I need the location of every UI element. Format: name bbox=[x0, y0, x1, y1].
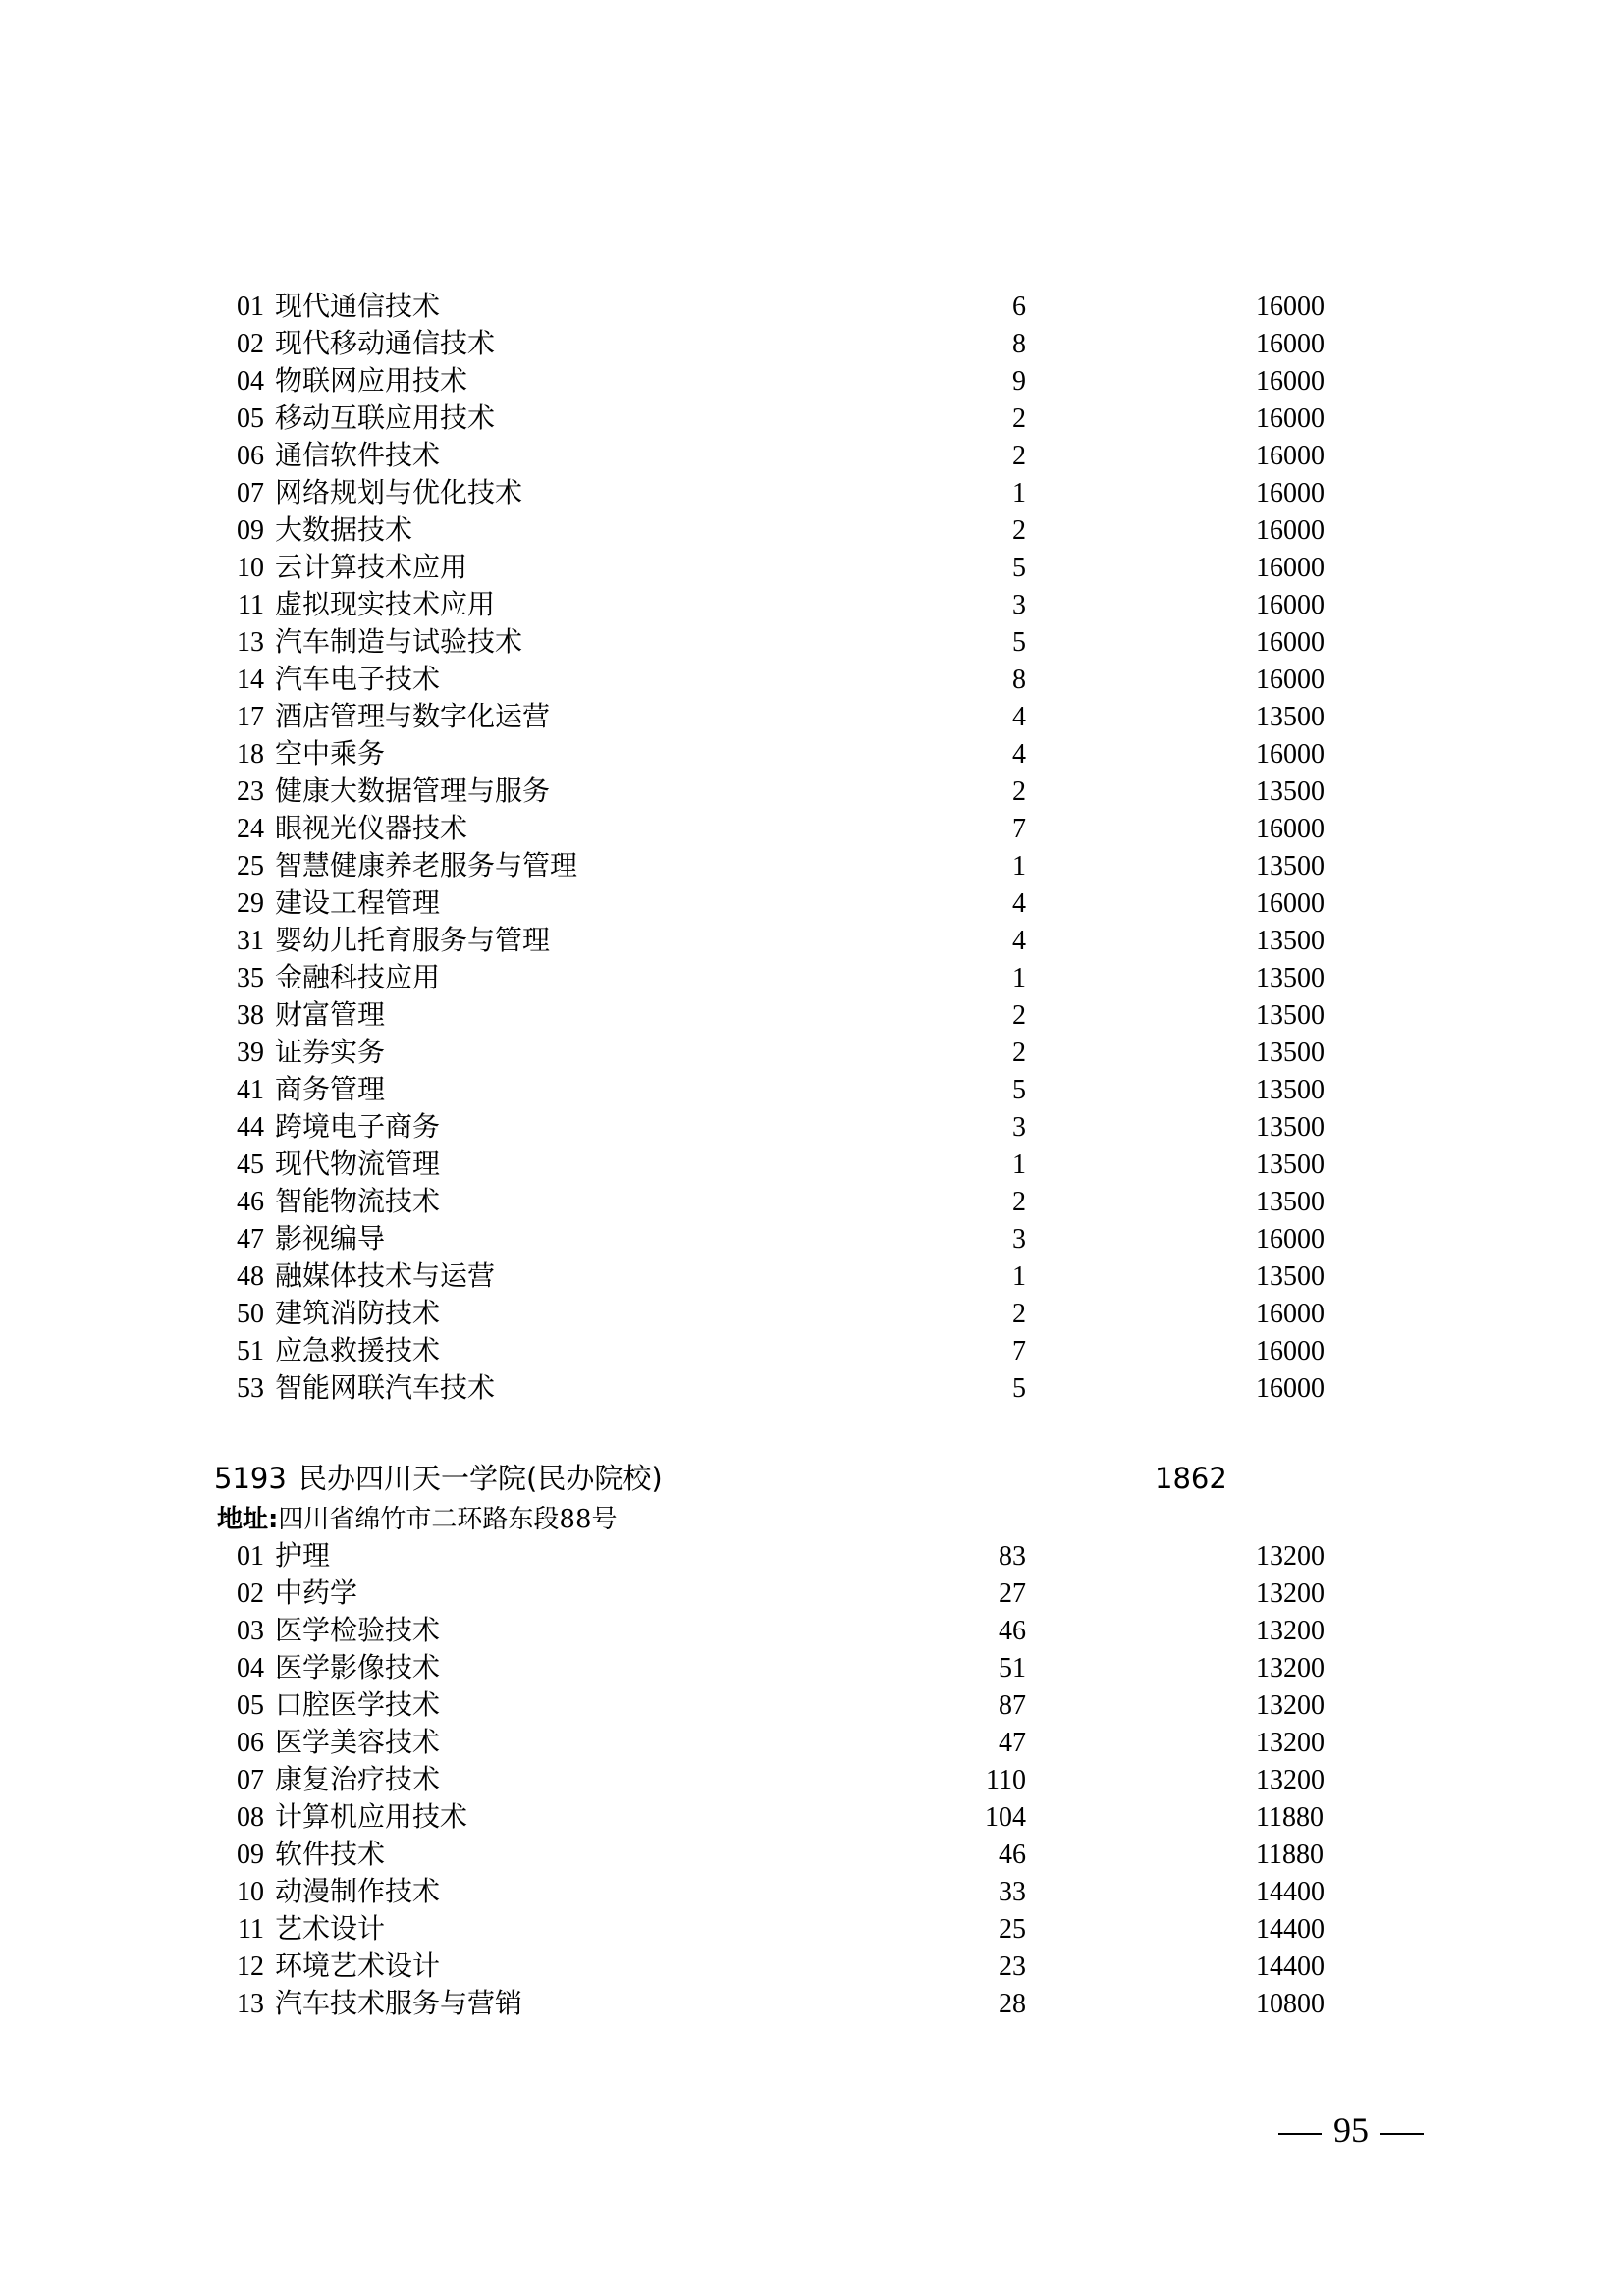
program-name: 酒店管理与数字化运营 bbox=[275, 702, 551, 732]
program-row bbox=[229, 1184, 1338, 1221]
program-quota: 51 bbox=[999, 1653, 1026, 1683]
program-row bbox=[229, 1296, 1338, 1333]
program-row bbox=[229, 1687, 1338, 1725]
program-row bbox=[229, 438, 1338, 475]
program-code: 08 bbox=[237, 1802, 264, 1833]
program-code: 31 bbox=[237, 926, 264, 956]
program-row bbox=[229, 624, 1338, 662]
program-fee: 13200 bbox=[1256, 1541, 1325, 1572]
program-fee: 13500 bbox=[1256, 702, 1325, 732]
program-code: 02 bbox=[237, 329, 264, 359]
program-name: 汽车电子技术 bbox=[275, 665, 441, 695]
program-fee: 13500 bbox=[1256, 851, 1325, 881]
program-row bbox=[229, 1333, 1338, 1370]
program-code: 07 bbox=[237, 478, 264, 508]
program-row bbox=[229, 1762, 1338, 1799]
program-row bbox=[229, 774, 1338, 811]
program-name: 眼视光仪器技术 bbox=[275, 814, 468, 844]
program-code: 23 bbox=[237, 776, 264, 807]
program-fee: 16000 bbox=[1256, 1373, 1325, 1404]
program-code: 12 bbox=[237, 1951, 264, 1982]
program-code: 02 bbox=[237, 1578, 264, 1609]
program-quota: 4 bbox=[1012, 888, 1026, 919]
program-fee: 13500 bbox=[1256, 1149, 1325, 1180]
program-fee: 16000 bbox=[1256, 366, 1325, 397]
program-fee: 16000 bbox=[1256, 1224, 1325, 1255]
program-code: 11 bbox=[238, 1914, 264, 1945]
program-name: 动漫制作技术 bbox=[275, 1877, 441, 1907]
address-label: 地址: bbox=[217, 1505, 279, 1534]
program-code: 48 bbox=[237, 1261, 264, 1292]
program-quota: 4 bbox=[1012, 926, 1026, 956]
program-fee: 13200 bbox=[1256, 1616, 1325, 1646]
program-fee: 13500 bbox=[1256, 1075, 1325, 1105]
program-fee: 13500 bbox=[1256, 1112, 1325, 1143]
program-quota: 5 bbox=[1012, 627, 1026, 658]
program-name: 医学检验技术 bbox=[275, 1616, 441, 1646]
program-quota: 83 bbox=[999, 1541, 1026, 1572]
program-fee: 13200 bbox=[1256, 1578, 1325, 1609]
program-name: 智慧健康养老服务与管理 bbox=[275, 851, 578, 881]
program-code: 03 bbox=[237, 1616, 264, 1646]
program-quota: 3 bbox=[1012, 1112, 1026, 1143]
program-code: 07 bbox=[237, 1765, 264, 1795]
program-quota: 28 bbox=[999, 1989, 1026, 2019]
footer-dash-left bbox=[1278, 2133, 1322, 2135]
program-fee: 13500 bbox=[1256, 926, 1325, 956]
program-code: 50 bbox=[237, 1299, 264, 1329]
program-fee: 16000 bbox=[1256, 814, 1325, 844]
program-name: 中药学 bbox=[275, 1578, 358, 1609]
program-code: 38 bbox=[237, 1000, 264, 1031]
school-name: 民办四川天一学院(民办院校) bbox=[298, 1462, 663, 1495]
program-quota: 3 bbox=[1012, 1224, 1026, 1255]
program-quota: 2 bbox=[1012, 1187, 1026, 1217]
program-quota: 2 bbox=[1012, 441, 1026, 471]
program-row bbox=[229, 848, 1338, 885]
program-name: 建设工程管理 bbox=[275, 888, 441, 919]
program-row bbox=[229, 699, 1338, 736]
program-quota: 9 bbox=[1012, 366, 1026, 397]
program-quota: 1 bbox=[1012, 851, 1026, 881]
program-quota: 110 bbox=[986, 1765, 1026, 1795]
program-code: 09 bbox=[237, 515, 264, 546]
program-row bbox=[229, 1837, 1338, 1874]
program-code: 24 bbox=[237, 814, 264, 844]
program-list-2 bbox=[229, 1538, 1338, 2023]
program-code: 53 bbox=[237, 1373, 264, 1404]
program-quota: 46 bbox=[999, 1840, 1026, 1870]
program-quota: 1 bbox=[1012, 963, 1026, 993]
program-fee: 13500 bbox=[1256, 1187, 1325, 1217]
program-quota: 23 bbox=[999, 1951, 1026, 1982]
program-row bbox=[229, 587, 1338, 624]
program-code: 05 bbox=[237, 1690, 264, 1721]
program-code: 06 bbox=[237, 441, 264, 471]
program-fee: 13500 bbox=[1256, 1000, 1325, 1031]
program-row bbox=[229, 1911, 1338, 1949]
program-code: 46 bbox=[237, 1187, 264, 1217]
program-name: 物联网应用技术 bbox=[275, 366, 468, 397]
program-name: 通信软件技术 bbox=[275, 441, 441, 471]
program-code: 13 bbox=[237, 1989, 264, 2019]
program-name: 医学美容技术 bbox=[275, 1728, 441, 1758]
program-fee: 16000 bbox=[1256, 1336, 1325, 1366]
program-fee: 16000 bbox=[1256, 739, 1325, 770]
program-quota: 25 bbox=[999, 1914, 1026, 1945]
program-row bbox=[229, 400, 1338, 438]
program-row bbox=[229, 1221, 1338, 1258]
program-code: 11 bbox=[238, 590, 264, 620]
program-fee: 13500 bbox=[1256, 1038, 1325, 1068]
program-quota: 2 bbox=[1012, 1000, 1026, 1031]
program-name: 融媒体技术与运营 bbox=[275, 1261, 496, 1292]
program-name: 财富管理 bbox=[275, 1000, 386, 1031]
program-row bbox=[229, 326, 1338, 363]
program-quota: 7 bbox=[1012, 814, 1026, 844]
program-row bbox=[229, 512, 1338, 550]
program-row bbox=[229, 1072, 1338, 1109]
program-code: 35 bbox=[237, 963, 264, 993]
program-name: 商务管理 bbox=[275, 1075, 386, 1105]
program-code: 01 bbox=[237, 1541, 264, 1572]
school-header bbox=[214, 1459, 1294, 1498]
program-row bbox=[229, 736, 1338, 774]
program-row bbox=[229, 1799, 1338, 1837]
program-quota: 2 bbox=[1012, 1299, 1026, 1329]
program-quota: 5 bbox=[1012, 553, 1026, 583]
program-quota: 2 bbox=[1012, 515, 1026, 546]
program-quota: 2 bbox=[1012, 403, 1026, 434]
program-name: 金融科技应用 bbox=[275, 963, 441, 993]
program-row bbox=[229, 1949, 1338, 1986]
program-row bbox=[229, 1725, 1338, 1762]
program-quota: 1 bbox=[1012, 1149, 1026, 1180]
program-name: 婴幼儿托育服务与管理 bbox=[275, 926, 551, 956]
program-name: 虚拟现实技术应用 bbox=[275, 590, 496, 620]
program-quota: 8 bbox=[1012, 665, 1026, 695]
program-name: 应急救援技术 bbox=[275, 1336, 441, 1366]
program-code: 51 bbox=[237, 1336, 264, 1366]
program-fee: 14400 bbox=[1256, 1914, 1325, 1945]
program-quota: 27 bbox=[999, 1578, 1026, 1609]
program-row bbox=[229, 363, 1338, 400]
program-name: 艺术设计 bbox=[275, 1914, 386, 1945]
program-fee: 14400 bbox=[1256, 1877, 1325, 1907]
program-code: 10 bbox=[237, 1877, 264, 1907]
program-code: 10 bbox=[237, 553, 264, 583]
program-row bbox=[229, 1986, 1338, 2023]
program-name: 现代物流管理 bbox=[275, 1149, 441, 1180]
program-fee: 13200 bbox=[1256, 1765, 1325, 1795]
program-name: 现代移动通信技术 bbox=[275, 329, 496, 359]
program-fee: 16000 bbox=[1256, 441, 1325, 471]
program-row bbox=[229, 960, 1338, 997]
program-quota: 33 bbox=[999, 1877, 1026, 1907]
program-row bbox=[229, 1874, 1338, 1911]
program-name: 云计算技术应用 bbox=[275, 553, 468, 583]
program-fee: 16000 bbox=[1256, 403, 1325, 434]
program-row bbox=[229, 475, 1338, 512]
program-row bbox=[229, 1035, 1338, 1072]
program-code: 18 bbox=[237, 739, 264, 770]
program-row bbox=[229, 885, 1338, 923]
program-quota: 3 bbox=[1012, 590, 1026, 620]
program-name: 建筑消防技术 bbox=[275, 1299, 441, 1329]
program-fee: 13200 bbox=[1256, 1690, 1325, 1721]
program-row bbox=[229, 1370, 1338, 1408]
program-fee: 13500 bbox=[1256, 1261, 1325, 1292]
program-code: 17 bbox=[237, 702, 264, 732]
program-name: 智能物流技术 bbox=[275, 1187, 441, 1217]
program-fee: 16000 bbox=[1256, 329, 1325, 359]
program-code: 04 bbox=[237, 366, 264, 397]
program-name: 护理 bbox=[275, 1541, 331, 1572]
program-name: 汽车技术服务与营销 bbox=[275, 1989, 523, 2019]
program-name: 康复治疗技术 bbox=[275, 1765, 441, 1795]
program-name: 计算机应用技术 bbox=[275, 1802, 468, 1833]
program-quota: 5 bbox=[1012, 1373, 1026, 1404]
program-row bbox=[229, 1613, 1338, 1650]
program-code: 25 bbox=[237, 851, 264, 881]
program-fee: 10800 bbox=[1256, 1989, 1325, 2019]
program-name: 影视编导 bbox=[275, 1224, 386, 1255]
program-code: 47 bbox=[237, 1224, 264, 1255]
program-fee: 16000 bbox=[1256, 665, 1325, 695]
program-name: 现代通信技术 bbox=[275, 292, 441, 322]
program-name: 汽车制造与试验技术 bbox=[275, 627, 523, 658]
program-code: 06 bbox=[237, 1728, 264, 1758]
program-code: 01 bbox=[237, 292, 264, 322]
program-fee: 16000 bbox=[1256, 478, 1325, 508]
program-code: 13 bbox=[237, 627, 264, 658]
program-fee: 16000 bbox=[1256, 515, 1325, 546]
program-row bbox=[229, 1147, 1338, 1184]
school-code: 5193 bbox=[214, 1462, 287, 1495]
program-name: 健康大数据管理与服务 bbox=[275, 776, 551, 807]
page-number: 95 bbox=[1333, 2110, 1369, 2150]
program-fee: 16000 bbox=[1256, 553, 1325, 583]
program-row bbox=[229, 1538, 1338, 1575]
program-code: 29 bbox=[237, 888, 264, 919]
program-fee: 11880 bbox=[1256, 1840, 1324, 1870]
program-row bbox=[229, 923, 1338, 960]
program-row bbox=[229, 1258, 1338, 1296]
school-total-quota: 1862 bbox=[1155, 1462, 1227, 1495]
program-name: 跨境电子商务 bbox=[275, 1112, 441, 1143]
program-fee: 13200 bbox=[1256, 1653, 1325, 1683]
program-fee: 16000 bbox=[1256, 590, 1325, 620]
program-fee: 11880 bbox=[1256, 1802, 1324, 1833]
program-code: 45 bbox=[237, 1149, 264, 1180]
program-fee: 13500 bbox=[1256, 776, 1325, 807]
program-quota: 46 bbox=[999, 1616, 1026, 1646]
program-name: 网络规划与优化技术 bbox=[275, 478, 523, 508]
program-row bbox=[229, 289, 1338, 326]
program-code: 39 bbox=[237, 1038, 264, 1068]
program-fee: 14400 bbox=[1256, 1951, 1325, 1982]
program-fee: 16000 bbox=[1256, 292, 1325, 322]
program-fee: 13200 bbox=[1256, 1728, 1325, 1758]
program-quota: 4 bbox=[1012, 739, 1026, 770]
program-name: 软件技术 bbox=[275, 1840, 386, 1870]
program-quota: 8 bbox=[1012, 329, 1026, 359]
program-name: 大数据技术 bbox=[275, 515, 413, 546]
program-code: 04 bbox=[237, 1653, 264, 1683]
program-row bbox=[229, 1109, 1338, 1147]
program-quota: 6 bbox=[1012, 292, 1026, 322]
program-row bbox=[229, 662, 1338, 699]
program-fee: 16000 bbox=[1256, 1299, 1325, 1329]
program-name: 移动互联应用技术 bbox=[275, 403, 496, 434]
program-quota: 2 bbox=[1012, 776, 1026, 807]
program-row bbox=[229, 550, 1338, 587]
program-name: 环境艺术设计 bbox=[275, 1951, 441, 1982]
address-text: 四川省绵竹市二环路东段88号 bbox=[278, 1505, 618, 1534]
program-fee: 16000 bbox=[1256, 627, 1325, 658]
program-list-1 bbox=[229, 289, 1338, 1408]
program-code: 44 bbox=[237, 1112, 264, 1143]
program-quota: 2 bbox=[1012, 1038, 1026, 1068]
program-quota: 7 bbox=[1012, 1336, 1026, 1366]
program-quota: 1 bbox=[1012, 478, 1026, 508]
program-code: 14 bbox=[237, 665, 264, 695]
program-code: 09 bbox=[237, 1840, 264, 1870]
program-quota: 4 bbox=[1012, 702, 1026, 732]
page-footer bbox=[1267, 2107, 1435, 2154]
program-quota: 87 bbox=[999, 1690, 1026, 1721]
program-row bbox=[229, 811, 1338, 848]
program-row bbox=[229, 1575, 1338, 1613]
program-name: 证券实务 bbox=[275, 1038, 386, 1068]
program-name: 智能网联汽车技术 bbox=[275, 1373, 496, 1404]
program-quota: 5 bbox=[1012, 1075, 1026, 1105]
school-address bbox=[217, 1502, 618, 1537]
program-quota: 47 bbox=[999, 1728, 1026, 1758]
program-row bbox=[229, 997, 1338, 1035]
program-name: 口腔医学技术 bbox=[275, 1690, 441, 1721]
program-code: 41 bbox=[237, 1075, 264, 1105]
program-name: 医学影像技术 bbox=[275, 1653, 441, 1683]
program-fee: 13500 bbox=[1256, 963, 1325, 993]
program-fee: 16000 bbox=[1256, 888, 1325, 919]
program-code: 05 bbox=[237, 403, 264, 434]
program-quota: 1 bbox=[1012, 1261, 1026, 1292]
program-row bbox=[229, 1650, 1338, 1687]
program-name: 空中乘务 bbox=[275, 739, 386, 770]
program-quota: 104 bbox=[985, 1802, 1026, 1833]
footer-dash-right bbox=[1380, 2133, 1424, 2135]
